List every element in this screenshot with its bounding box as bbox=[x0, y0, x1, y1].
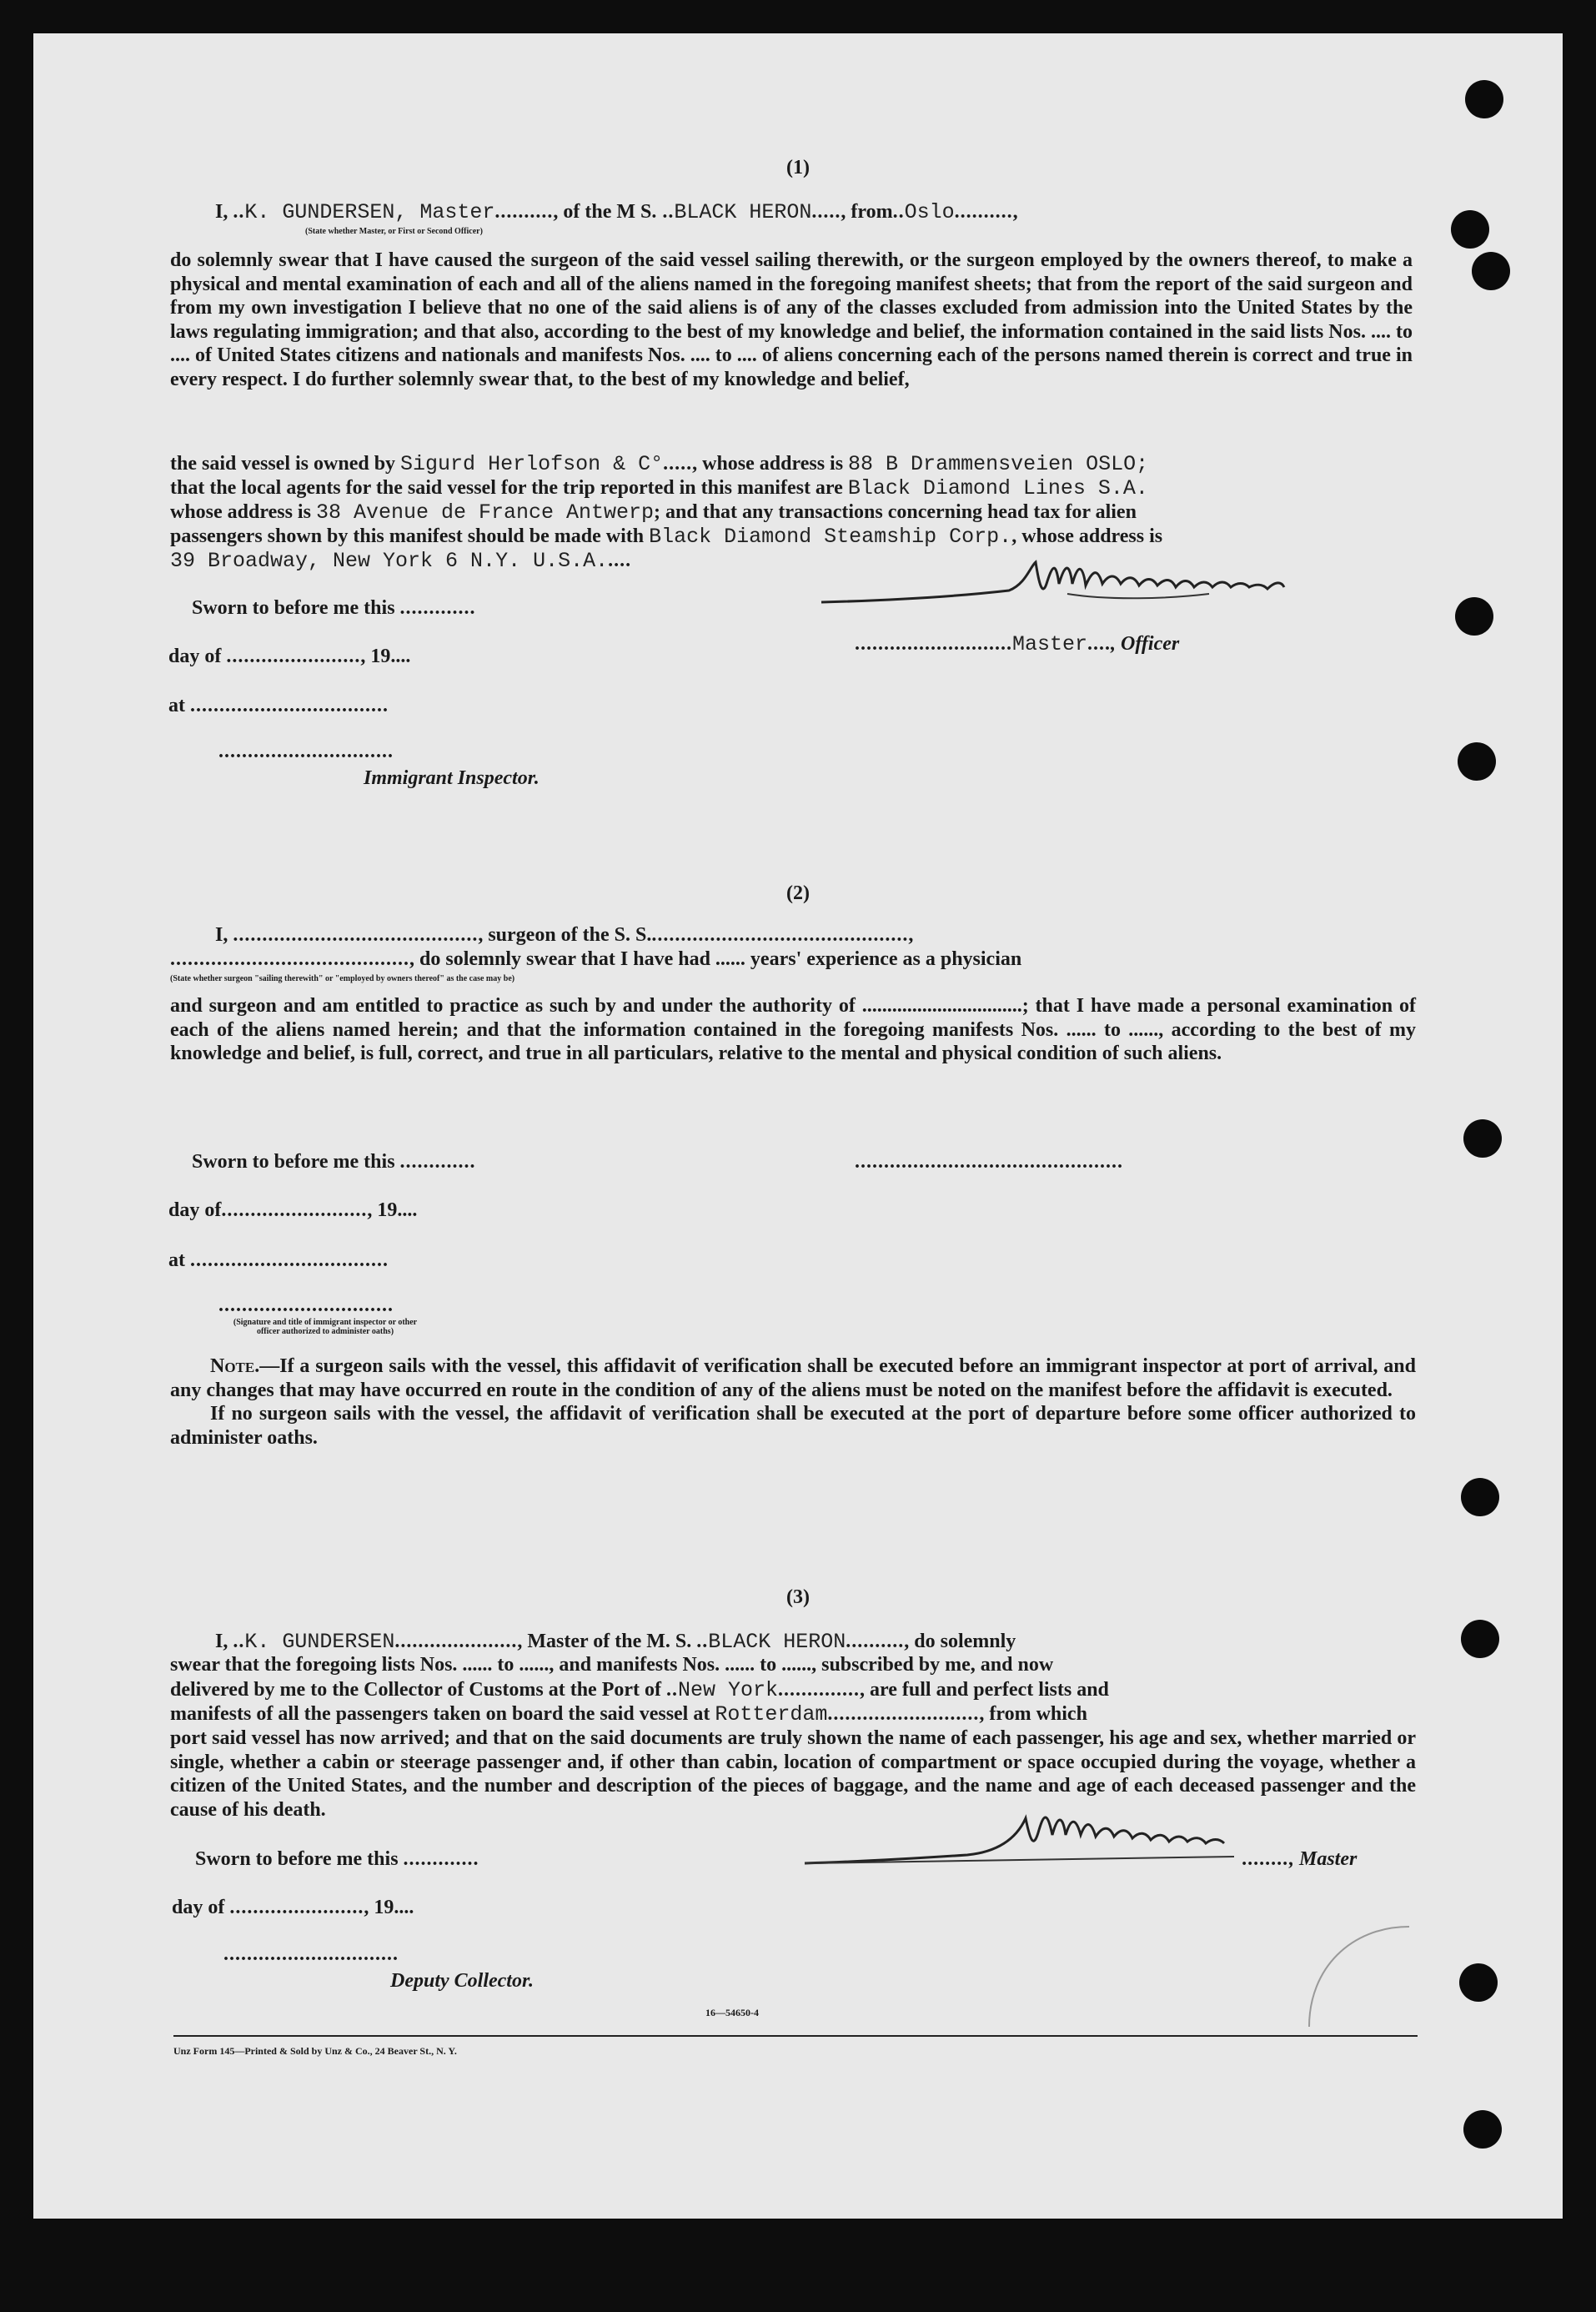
at-line-2 bbox=[168, 1249, 389, 1272]
dots: .. bbox=[656, 201, 675, 223]
text-i: I, bbox=[215, 924, 228, 946]
punch-hole bbox=[1463, 1119, 1502, 1158]
dots: ......................................... bbox=[170, 948, 409, 970]
dots: .......................................... bbox=[233, 924, 479, 946]
punch-hole bbox=[1461, 1478, 1499, 1516]
dots: ............. bbox=[399, 1151, 476, 1173]
dots: .................................. bbox=[190, 1249, 389, 1271]
text-i: I, bbox=[215, 201, 228, 223]
dots: ....................... bbox=[229, 1897, 364, 1918]
dots: .............................. bbox=[218, 1294, 394, 1316]
master-signature-1 bbox=[817, 550, 1351, 626]
master-name-field: K. GUNDERSEN, Master bbox=[244, 200, 495, 224]
officer-label: , Officer bbox=[1111, 633, 1180, 655]
note-1 bbox=[170, 1355, 1416, 1402]
owner-line bbox=[170, 452, 1148, 476]
dots: .............................. bbox=[218, 741, 394, 762]
arrival-port-field: New York bbox=[677, 1678, 779, 1702]
dots: .......................... bbox=[827, 1703, 980, 1725]
master-text: , Master bbox=[1289, 1848, 1358, 1870]
note-2: If no surgeon sails with the vessel, the affidavit of verification shall be executed at the port of departure before some officer authorized to administer oaths. bbox=[170, 1403, 1416, 1449]
surgeon-sig-line bbox=[855, 1151, 1123, 1174]
section-2-line-1 bbox=[215, 924, 914, 947]
section-3-number: (3) bbox=[786, 1586, 810, 1608]
sworn-line-1 bbox=[192, 597, 476, 620]
departure-port-field: Oslo bbox=[904, 200, 955, 224]
vessel-name-field: BLACK HERON bbox=[674, 200, 812, 224]
day-of-text: day of bbox=[172, 1897, 225, 1918]
printer-footer: Unz Form 145—Printed & Sold by Unz & Co., 24 Beaver St., N. Y. bbox=[173, 2045, 457, 2057]
master-name-field-3: K. GUNDERSEN bbox=[244, 1630, 395, 1654]
day-line-3 bbox=[172, 1897, 414, 1919]
note-label: Note. bbox=[210, 1355, 260, 1377]
inspector-sig-line bbox=[218, 741, 394, 763]
punch-hole bbox=[1451, 210, 1489, 249]
text-i: I, bbox=[215, 1631, 228, 1652]
section-2-line-2 bbox=[170, 948, 1021, 971]
solemnly-text: , do solemnly bbox=[904, 1631, 1016, 1652]
immigrant-inspector-label: Immigrant Inspector. bbox=[364, 767, 540, 789]
boarded-text: manifests of all the passengers taken on board the said vessel at bbox=[170, 1703, 710, 1725]
sworn-line-2 bbox=[192, 1151, 476, 1174]
manifest-page bbox=[33, 33, 1563, 2219]
section-3-line-3 bbox=[170, 1678, 1109, 1702]
surgeon-caption: (State whether surgeon "sailing therewith" or "employed by owners thereof" as the case may be) bbox=[170, 974, 515, 983]
boarding-port-field: Rotterdam bbox=[715, 1702, 828, 1726]
master-label-3 bbox=[1242, 1848, 1357, 1871]
day-of-text: day of bbox=[168, 1199, 222, 1221]
section-2-number: (2) bbox=[786, 882, 810, 904]
dots: .................................. bbox=[190, 695, 389, 716]
dots: .............................. bbox=[223, 1943, 399, 1965]
dots: ....................... bbox=[226, 646, 361, 667]
inspector-sig-line-2 bbox=[218, 1294, 394, 1317]
headtax-company-field: Black Diamond Steamship Corp. bbox=[649, 525, 1012, 549]
section-1-body: do solemnly swear that I have caused the surgeon of the said vessel sailing therewith, or the surgeon employed by the owners thereof, to make a physical and mental examination of each and all of the aliens named in the foregoing manifest sheets; that from the report of the said surgeon and from my own investigation I believe that no one of the said aliens is of any of the classes excluded from admission into the United States by the laws regulating immigration; and that also, according to the best of my knowledge and belief, the information contained in the said lists Nos. .... to .... of United States citizens and nationals and manifests Nos. .... to .... of aliens concerning each of the persons named therein is correct and true in every respect. I do further solemnly swear that, to the best of my knowledge and belief, bbox=[170, 249, 1413, 390]
headtax-address-text: , whose address is bbox=[1011, 525, 1163, 547]
dots: .......... bbox=[494, 201, 554, 223]
sworn-text: Sworn to before me this bbox=[192, 1151, 395, 1173]
punch-hole bbox=[1458, 742, 1496, 781]
dots: .... bbox=[1087, 633, 1112, 655]
agents-line bbox=[170, 476, 1148, 500]
punch-hole bbox=[1455, 597, 1493, 636]
agents-text: that the local agents for the said vessel for the trip reported in this manifest are bbox=[170, 477, 843, 499]
section-1-line-1 bbox=[215, 200, 1019, 224]
note-1-text: —If a surgeon sails with the vessel, this affidavit of verification shall be executed before an immigrant inspector at port of arrival, and any changes that may have occurred en route in the condition of any of the aliens must be noted on the manifest before the affidavit is executed. bbox=[170, 1355, 1416, 1401]
master-signature-3 bbox=[801, 1793, 1317, 1868]
dots: ........ bbox=[1242, 1848, 1289, 1870]
deputy-collector-label: Deputy Collector. bbox=[390, 1970, 534, 1992]
dots: .......... bbox=[846, 1631, 905, 1652]
sworn-line-3 bbox=[195, 1848, 479, 1871]
collector-sig-line bbox=[223, 1943, 399, 1966]
day-of-text: day of bbox=[168, 646, 222, 667]
dots: .. bbox=[665, 1679, 678, 1701]
solemnly-text: , do solemnly swear that I have had ...... years' experience as a physician bbox=[409, 948, 1022, 970]
surgeon-of-text: , surgeon of the S. S. bbox=[478, 924, 652, 946]
headtax-line bbox=[170, 525, 1162, 549]
agents-field: Black Diamond Lines S.A. bbox=[847, 476, 1148, 500]
master-title-field: Master bbox=[1012, 632, 1088, 656]
year-text: , 19.... bbox=[364, 1897, 414, 1918]
dots: .... bbox=[608, 550, 632, 571]
headtax-address-field: 39 Broadway, New York 6 N.Y. U.S.A. bbox=[170, 549, 609, 573]
punch-hole bbox=[1465, 80, 1503, 118]
section-3-line-2: swear that the foregoing lists Nos. ...... to ......, and manifests Nos. ...... to ......, subscribed by me, and now bbox=[170, 1654, 1054, 1676]
punch-hole bbox=[1472, 252, 1510, 290]
from-which-text: , from which bbox=[979, 1703, 1087, 1725]
of-the-text: , of the M S. bbox=[553, 201, 657, 223]
inspector-caption: (Signature and title of immigrant inspector or other officer authorized to administer oaths) bbox=[233, 1318, 418, 1336]
port-text: delivered by me to the Collector of Customs at the Port of bbox=[170, 1679, 661, 1701]
address-text: , whose address is bbox=[692, 453, 844, 475]
dots: .............. bbox=[778, 1679, 861, 1701]
section-3-line-4 bbox=[170, 1702, 1087, 1726]
day-line-2 bbox=[168, 1199, 417, 1222]
stamp-mark bbox=[1301, 1918, 1418, 2035]
sworn-text: Sworn to before me this bbox=[192, 597, 395, 619]
section-3-line-1 bbox=[215, 1630, 1016, 1654]
agents-address-field: 38 Avenue de France Antwerp bbox=[315, 500, 655, 525]
master-of-text: , Master of the M. S. bbox=[517, 1631, 692, 1652]
dots: .. bbox=[233, 1631, 245, 1652]
dots: ..... bbox=[811, 201, 841, 223]
dots: .........., bbox=[954, 201, 1019, 223]
agents-address-text: whose address is bbox=[170, 501, 311, 523]
agents-address-line bbox=[170, 500, 1137, 525]
year-text: , 19.... bbox=[367, 1199, 418, 1221]
note-paragraph bbox=[170, 1355, 1416, 1450]
owner-address-field: 88 B Drammensveien OSLO; bbox=[848, 452, 1149, 476]
from-text: , from bbox=[841, 201, 893, 223]
headtax-text: ; and that any transactions concerning head tax for alien bbox=[654, 501, 1137, 523]
owned-text: the said vessel is owned by bbox=[170, 453, 396, 475]
dots: .............................................. bbox=[855, 1151, 1123, 1173]
year-text: , 19.... bbox=[360, 646, 411, 667]
at-line-1 bbox=[168, 695, 389, 717]
dots: ............................................, bbox=[651, 924, 915, 946]
footer-rule bbox=[173, 2035, 1418, 2037]
dots: ............. bbox=[403, 1848, 479, 1870]
section-1-number: (1) bbox=[786, 157, 810, 178]
dots: .. bbox=[892, 201, 905, 223]
at-text: at bbox=[168, 1249, 185, 1271]
sworn-text: Sworn to before me this bbox=[195, 1848, 399, 1870]
dots: ........................... bbox=[855, 633, 1012, 655]
owner-field: Sigurd Herlofson & C° bbox=[400, 452, 664, 476]
dots: ..................... bbox=[394, 1631, 518, 1652]
dots: .. bbox=[233, 201, 245, 223]
dots: ..... bbox=[663, 453, 693, 475]
section-2-body: and surgeon and am entitled to practice as such by and under the authority of ................................; that I have made a personal examination of each of the aliens named herein; and that the information contained in the foregoing manifests Nos. ...... to ......, according to the best of my knowledge and belief, is full, correct, and true in all particulars, relative to the mental and physical condition of such aliens. bbox=[170, 995, 1416, 1065]
punch-hole bbox=[1461, 1620, 1499, 1658]
form-number: 16—54650-4 bbox=[705, 2007, 759, 2018]
dots: .. bbox=[696, 1631, 709, 1652]
punch-hole bbox=[1463, 2110, 1502, 2149]
punch-hole bbox=[1459, 1963, 1498, 2002]
day-line-1 bbox=[168, 646, 410, 668]
section-3-body: port said vessel has now arrived; and that on the said documents are truly shown the name of each passenger, his age and sex, whether married or single, whether a cabin or steerage passenger and, if other than cabin, location of compartment or space occupied during the voyage, whether a citizen of the United States, and the number and description of the pieces of baggage, and the name and age of each deceased passenger and the cause of his death. bbox=[170, 1727, 1416, 1821]
vessel-name-field-3: BLACK HERON bbox=[708, 1630, 846, 1654]
headtax-address-line bbox=[170, 549, 631, 573]
master-caption: (State whether Master, or First or Second Officer) bbox=[305, 227, 483, 236]
dots: ............. bbox=[399, 597, 476, 619]
dots: ......................... bbox=[221, 1199, 368, 1221]
officer-line bbox=[855, 632, 1179, 656]
lists-text: , are full and perfect lists and bbox=[860, 1679, 1109, 1701]
headtax-text-2: passengers shown by this manifest should be made with bbox=[170, 525, 645, 547]
at-text: at bbox=[168, 695, 185, 716]
